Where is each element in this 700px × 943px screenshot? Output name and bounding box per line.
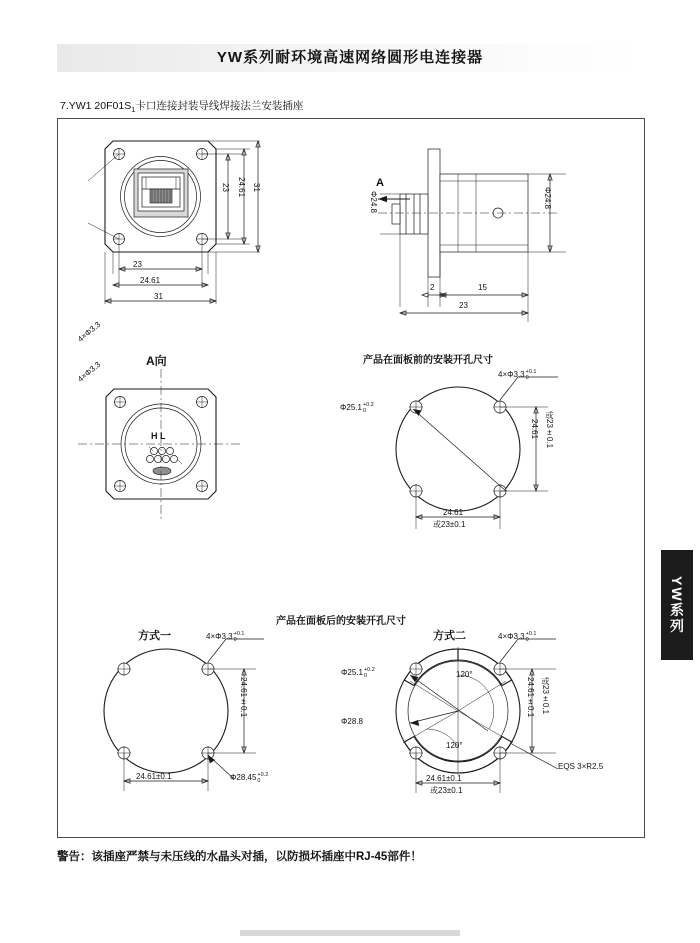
panel-front-hdim2: 或23±0.1 — [433, 520, 466, 529]
method2-hdim: 24.61±0.1 — [426, 774, 462, 783]
side-dim-2: 2 — [430, 283, 435, 292]
panel-front-title: 产品在面板前的安装开孔尺寸 — [363, 355, 493, 366]
panel-front-hdim: 24.61 — [443, 508, 464, 517]
caption-sub: 1 — [131, 105, 136, 115]
method2-hdim2: 或23±0.1 — [430, 786, 463, 795]
front-hole-spec-2: 4×Φ3.3 — [76, 359, 103, 384]
front-view-graphic — [88, 141, 260, 304]
side-tab — [661, 550, 693, 660]
caption-rest: 卡口连接封装导线焊接法兰安装插座 — [135, 100, 304, 112]
front-vdim-23: 23 — [221, 183, 230, 192]
a-view-marks: H L — [151, 431, 166, 441]
panel-back-title: 产品在面板后的安装开孔尺寸 — [276, 616, 406, 627]
panel-front-graphic — [396, 377, 558, 529]
caption-prefix: 7.YW1 20F01S — [60, 100, 132, 112]
panel-front-hole-spec: 4×Φ3.3 +0.1 0 — [498, 369, 537, 381]
method2-vdim: 24.61±0.1 — [526, 677, 535, 718]
panel-front-vdim2: 或23±0.1 — [545, 411, 554, 449]
drawing-frame — [57, 118, 645, 838]
front-vdim-31: 31 — [252, 183, 261, 192]
method1-hdim: 24.61±0.1 — [136, 772, 172, 781]
side-dia-right: Φ24.8 — [543, 187, 552, 209]
method2-hole-spec: 4×Φ3.3 +0.1 0 — [498, 631, 537, 643]
method1-title: 方式一 — [138, 630, 171, 642]
method1-vdim: 24.61±0.1 — [239, 677, 248, 718]
method1-hole-spec: 4×Φ3.3 +0.1 0 — [206, 631, 245, 643]
panel-front-vdim: 24.61 — [530, 419, 539, 440]
front-dim-2461: 24.61 — [140, 276, 161, 285]
front-dim-23: 23 — [133, 260, 142, 269]
method2-radius-note: EQS 3×R2.5 — [558, 762, 604, 771]
method2-angle2: 120° — [446, 741, 463, 750]
side-dim-23: 23 — [459, 301, 468, 310]
side-tab-label: YW系列 — [669, 575, 685, 635]
a-view-title: A向 — [146, 354, 167, 368]
method2-dia2: Φ28.8 — [341, 717, 363, 726]
page-title: YW系列耐环境高速网络圆形电连接器 — [216, 49, 484, 66]
method2-title: 方式二 — [433, 630, 466, 642]
drawing-canvas — [58, 119, 644, 837]
method2-vdim2: 或23±0.1 — [541, 677, 550, 715]
method1-dia: Φ28.45 +0.2 0 — [230, 772, 269, 784]
front-vdim-2461: 24.61 — [237, 177, 246, 198]
side-view-graphic — [378, 149, 566, 322]
front-dim-31: 31 — [154, 292, 163, 301]
side-dia-left: Φ24.8 — [369, 191, 378, 213]
side-dim-15: 15 — [478, 283, 487, 292]
method2-dia: Φ25.1 +0.2 0 — [341, 667, 375, 679]
warning-text: 警告：该插座严禁与未压线的水晶头对插，以防损坏插座中RJ-45部件！ — [57, 851, 422, 863]
figure-caption — [60, 98, 303, 114]
front-hole-spec-1: 4×Φ3.3 — [76, 319, 103, 344]
footer-bar — [240, 930, 460, 936]
panel-front-dia: Φ25.1 +0.2 0 — [340, 402, 374, 414]
side-arrow-label: A — [376, 177, 384, 189]
a-view-graphic — [78, 369, 243, 519]
method2-angle1: 120° — [456, 670, 473, 679]
